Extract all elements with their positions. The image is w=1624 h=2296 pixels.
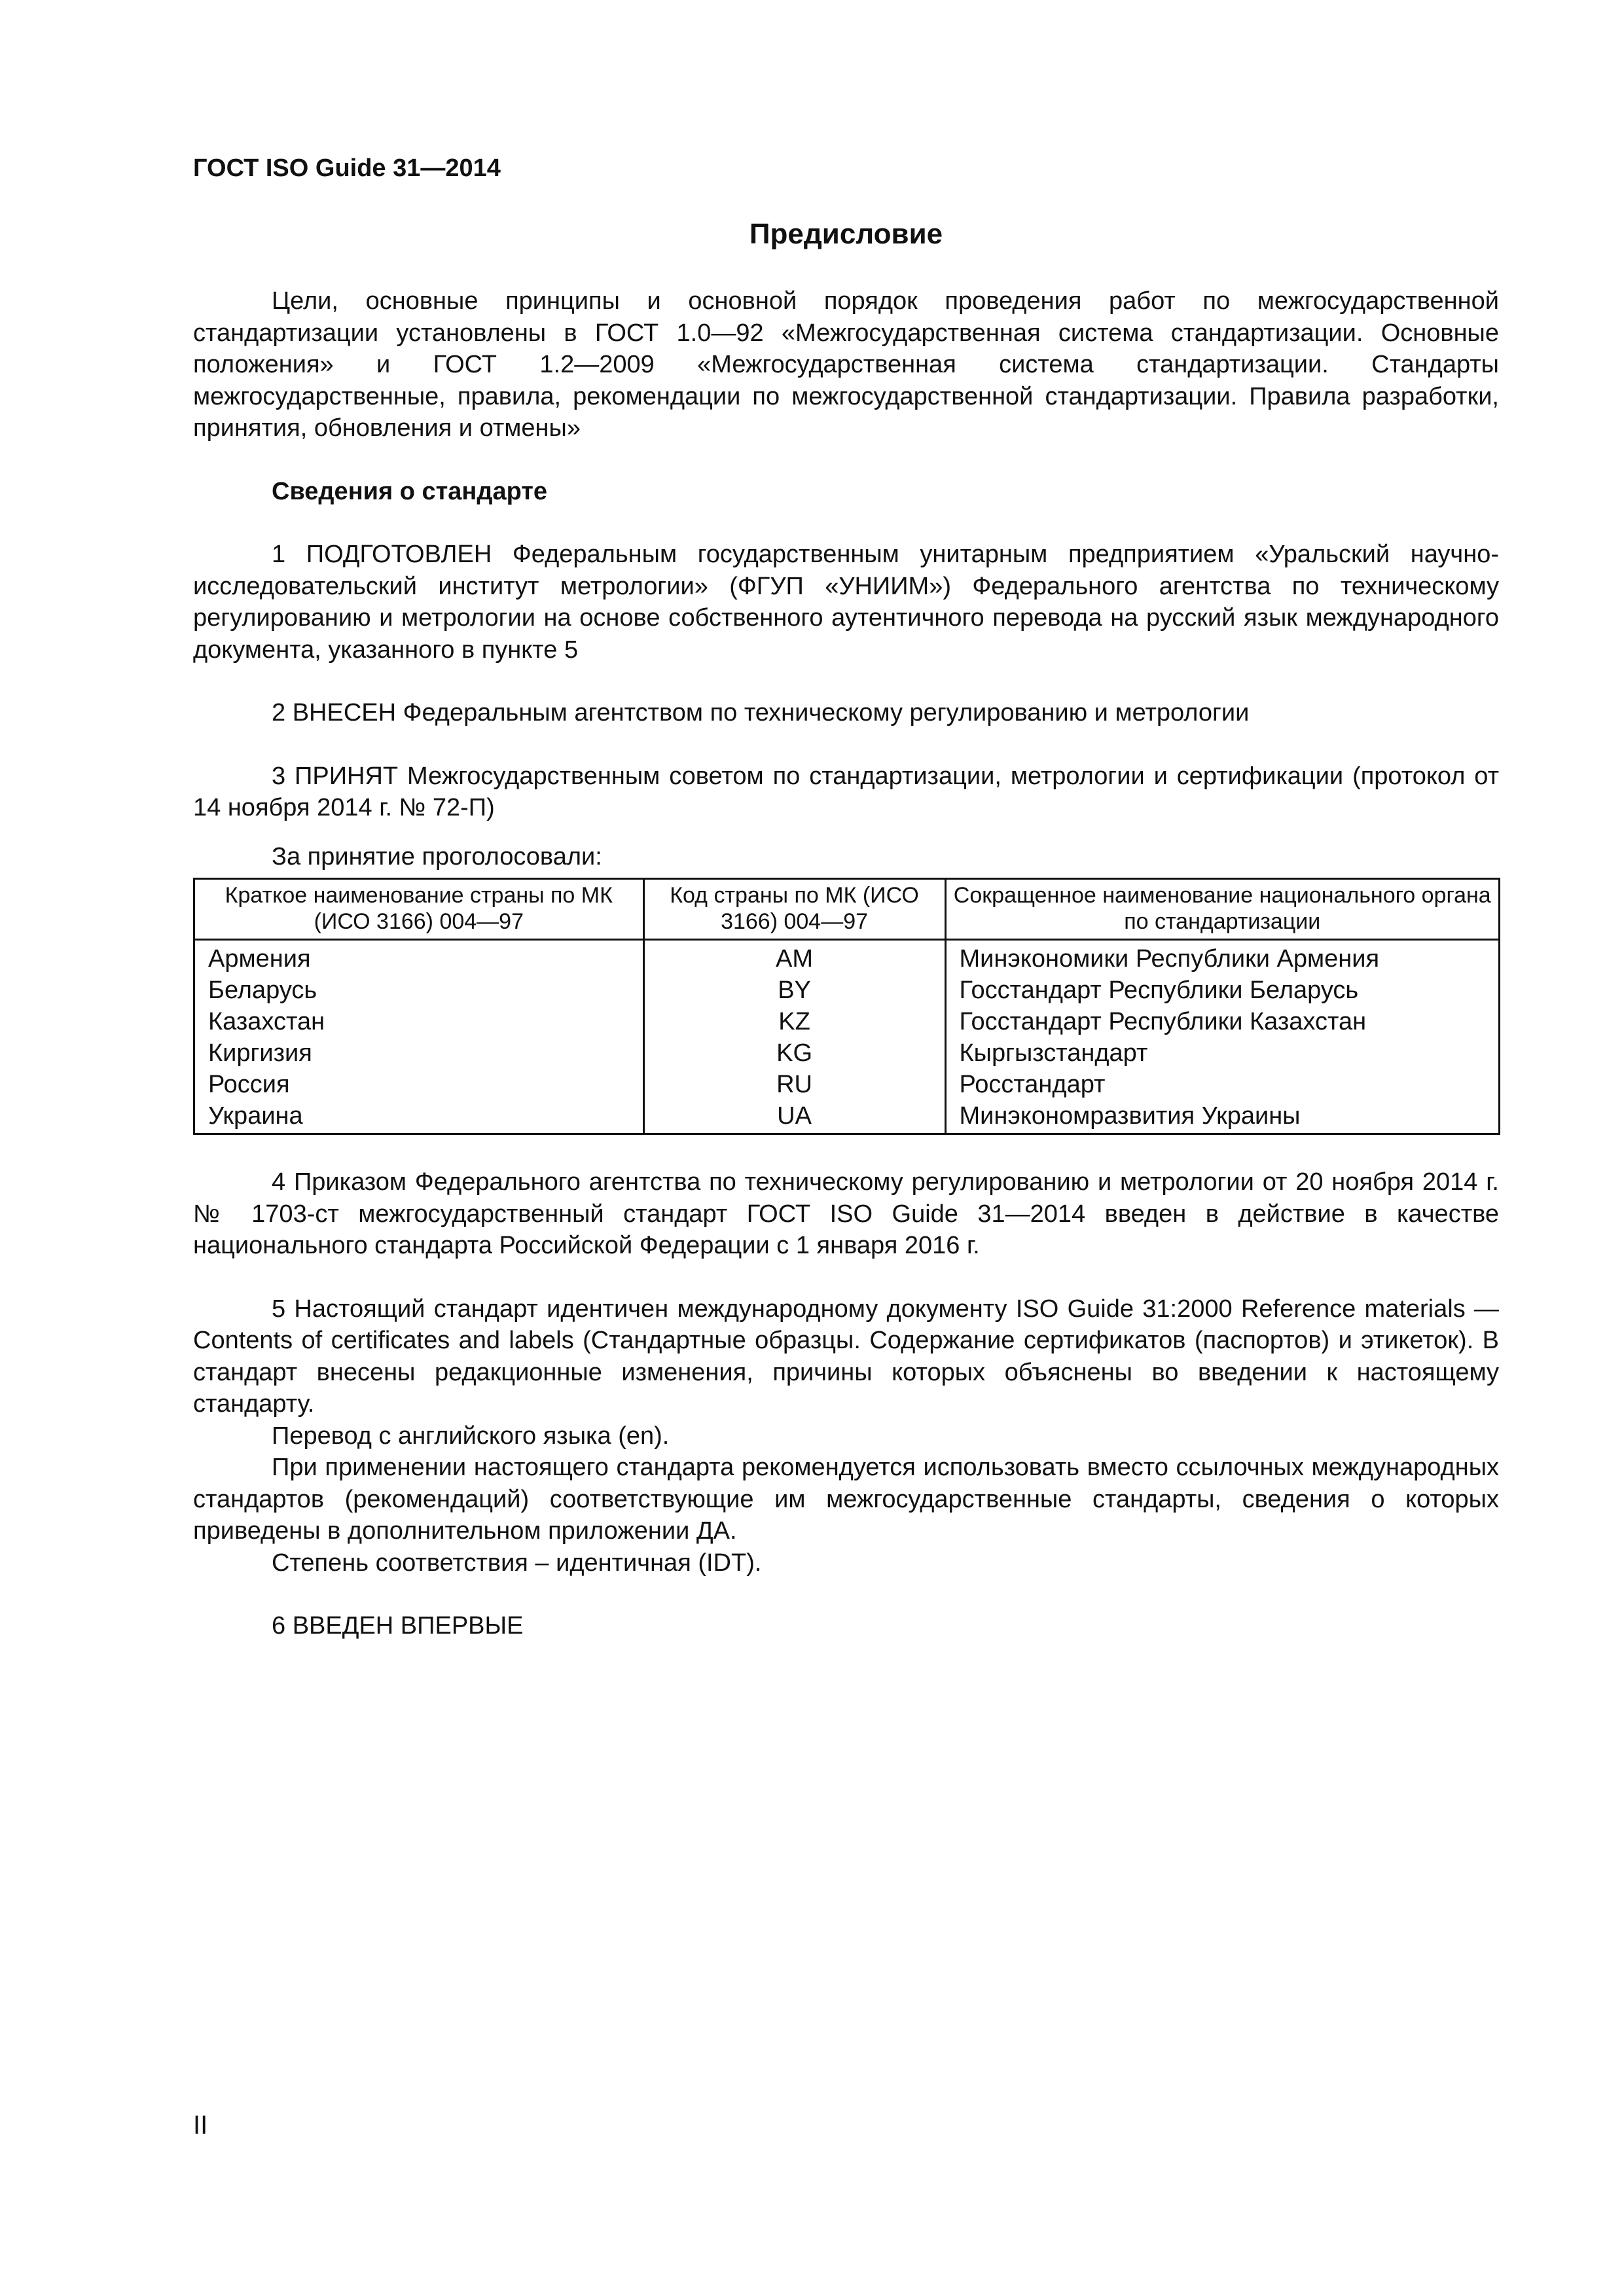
country-name: Казахстан xyxy=(194,1006,644,1037)
table-row xyxy=(194,975,1500,1006)
standards-body: Минэкономики Республики Армения xyxy=(945,940,1499,975)
header-country-code: Код страны по МК (ИСО 3166) 004—97 xyxy=(643,879,945,940)
standards-body: Минэкономразвития Украины xyxy=(945,1100,1499,1134)
item-first-time: 6 ВВЕДЕН ВПЕРВЫЕ xyxy=(272,1612,524,1640)
table-row xyxy=(194,940,1500,975)
degree-note: Степень соответствия – идентичная (IDT). xyxy=(272,1549,762,1577)
country-code: BY xyxy=(643,975,945,1006)
item-prepared: 1 ПОДГОТОВЛЕН Федеральным государственным унитарным предприятием «Уральский научно-исследовательский институт метрологии» (ФГУП «УНИИМ») Федерального агентства по техническому регулированию и метрологии на основе собственного аутентичного перевода на русский язык международного документа, указанного в пункте 5 xyxy=(193,541,1499,664)
country-name: Киргизия xyxy=(194,1037,644,1069)
application-note: При применении настоящего стандарта рекомендуется использовать вместо ссылочных международных стандартов (рекомендаций) соответствующие им межгосударственные стандарты, сведения о которых приведены в дополнительном приложении ДА. xyxy=(193,1454,1499,1545)
table-row xyxy=(194,1006,1500,1037)
info-heading: Сведения о стандарте xyxy=(272,477,548,505)
header-standards-body: Сокращенное наименование национального органа по стандартизации xyxy=(945,879,1499,940)
item-order: 4 Приказом Федерального агентства по техническому регулированию и метрологии от 20 ноября 2014 г. № 1703-ст межгосударственный стандарт ГОСТ ISO Guide 31—2014 введен в действие в качестве национального стандарта Российской Федерации с 1 января 2016 г. xyxy=(193,1168,1499,1259)
voted-label: За принятие проголосовали: xyxy=(272,842,602,870)
standards-body: Росстандарт xyxy=(945,1069,1499,1100)
country-code: RU xyxy=(643,1069,945,1100)
table-row xyxy=(194,1069,1500,1100)
header-country-name: Краткое наименование страны по МК (ИСО 3166) 004—97 xyxy=(194,879,644,940)
intro-paragraph: Цели, основные принципы и основной порядок проведения работ по межгосударственной стандартизации установлены в ГОСТ 1.0—92 «Межгосударственная система стандартизации. Основные положения» и ГОСТ 1.2—2009 «Межгосударственная система стандартизации. Стандарты межгосударственные, правила, рекомендации по межгосударственной стандартизации. Правила разработки, принятия, обновления и отмены» xyxy=(193,287,1499,442)
standards-body: Госстандарт Республики Беларусь xyxy=(945,975,1499,1006)
page-title: Предисловие xyxy=(749,218,943,250)
country-name: Беларусь xyxy=(194,975,644,1006)
table-header-row xyxy=(194,879,1500,940)
standards-body: Кыргызстандарт xyxy=(945,1037,1499,1069)
item-introduced: 2 ВНЕСЕН Федеральным агентством по техническому регулированию и метрологии xyxy=(272,699,1250,726)
item-accepted: 3 ПРИНЯТ Межгосударственным советом по стандартизации, метрологии и сертификации (протокол от 14 ноября 2014 г. № 72-П) xyxy=(193,762,1499,821)
page-number: II xyxy=(193,2111,208,2140)
country-name: Украина xyxy=(194,1100,644,1134)
table-row xyxy=(194,1037,1500,1069)
country-name: Армения xyxy=(194,940,644,975)
foreword-content xyxy=(193,285,1499,1642)
country-code: AM xyxy=(643,940,945,975)
country-code: UA xyxy=(643,1100,945,1134)
document-code-header: ГОСТ ISO Guide 31—2014 xyxy=(193,154,501,182)
standards-body: Госстандарт Республики Казахстан xyxy=(945,1006,1499,1037)
country-name: Россия xyxy=(194,1069,644,1100)
item-identical: 5 Настоящий стандарт идентичен международному документу ISO Guide 31:2000 Reference materials — Contents of certificates and labels (Стандартные образцы. Содержание сертификатов (паспортов) и этикеток). В стандарт внесены редакционные изменения, причины которых объяснены во введении к настоящему стандарту. xyxy=(193,1295,1499,1418)
country-code: KZ xyxy=(643,1006,945,1037)
translation-note: Перевод с английского языка (en). xyxy=(272,1422,670,1450)
table-row xyxy=(194,1100,1500,1134)
country-code: KG xyxy=(643,1037,945,1069)
member-states-table xyxy=(193,878,1500,1135)
